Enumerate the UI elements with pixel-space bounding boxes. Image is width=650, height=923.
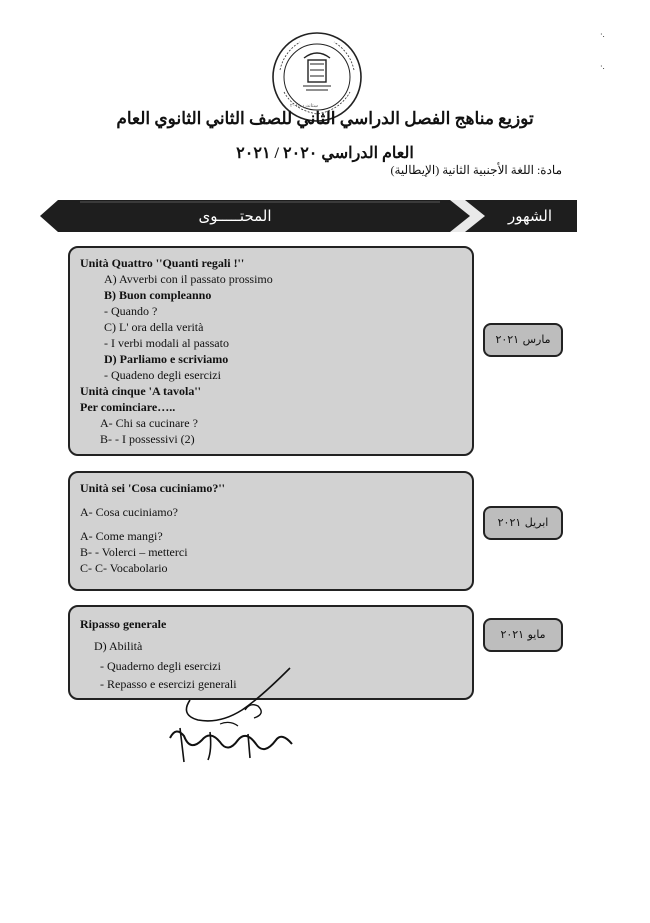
logo-caption: ستاندرد ٢٠١٨ — [290, 104, 318, 109]
content-line: Unità cinque 'A tavola'' — [80, 384, 202, 398]
content-line: - Quaderno degli esercizi — [100, 659, 221, 673]
scan-mark: ·. — [600, 30, 605, 39]
content-line: Per cominciare….. — [80, 400, 176, 414]
content-box-march — [68, 246, 474, 456]
header-content-label: المحتـــــوى — [198, 207, 272, 225]
content-line: A) Avverbi con il passato prossimo — [104, 272, 273, 286]
content-line: - Quadeno degli esercizi — [104, 368, 221, 382]
document-title: توزيع مناهج الفصل الدراسي الثاني للصف الثاني الثانوي العام — [116, 109, 534, 128]
handwritten-signature — [150, 640, 310, 770]
subject-label: مادة: اللغة الأجنبية الثانية (الإيطالية) — [390, 163, 562, 177]
scan-mark: ·. — [600, 62, 605, 71]
content-box-april — [68, 471, 474, 591]
content-line: A- Cosa cuciniamo? — [80, 505, 178, 519]
content-line: C) L' ora della verità — [104, 320, 204, 334]
content-line: Unità sei 'Cosa cuciniamo?'' — [80, 481, 226, 495]
content-line: - Repasso e esercizi generali — [100, 677, 237, 691]
content-line: C- C- Vocabolario — [80, 561, 168, 575]
content-line: D) Parliamo e scriviamo — [104, 352, 229, 366]
academic-year: العام الدراسي ٢٠٢٠ / ٢٠٢١ — [236, 145, 414, 162]
content-line: A- Chi sa cucinare ? — [100, 416, 198, 430]
content-line: B- - I possessivi (2) — [100, 432, 195, 446]
content-line: Ripasso generale — [80, 617, 167, 631]
content-line: B) Buon compleanno — [104, 288, 212, 302]
month-label-april: ابريل ٢٠٢١ — [483, 506, 563, 540]
content-line: A- Come mangi? — [80, 529, 163, 543]
content-line: Unità Quattro ''Quanti regali !'' — [80, 256, 245, 270]
month-label-march: مارس ٢٠٢١ — [483, 323, 563, 357]
header-months-label: الشهور — [507, 207, 553, 225]
content-line: D) Abilità — [94, 639, 143, 653]
content-line: - Quando ? — [104, 304, 158, 318]
month-label-may: مايو ٢٠٢١ — [483, 618, 563, 652]
content-line: - I verbi modali al passato — [104, 336, 229, 350]
content-line: B- - Volerci – metterci — [80, 545, 188, 559]
